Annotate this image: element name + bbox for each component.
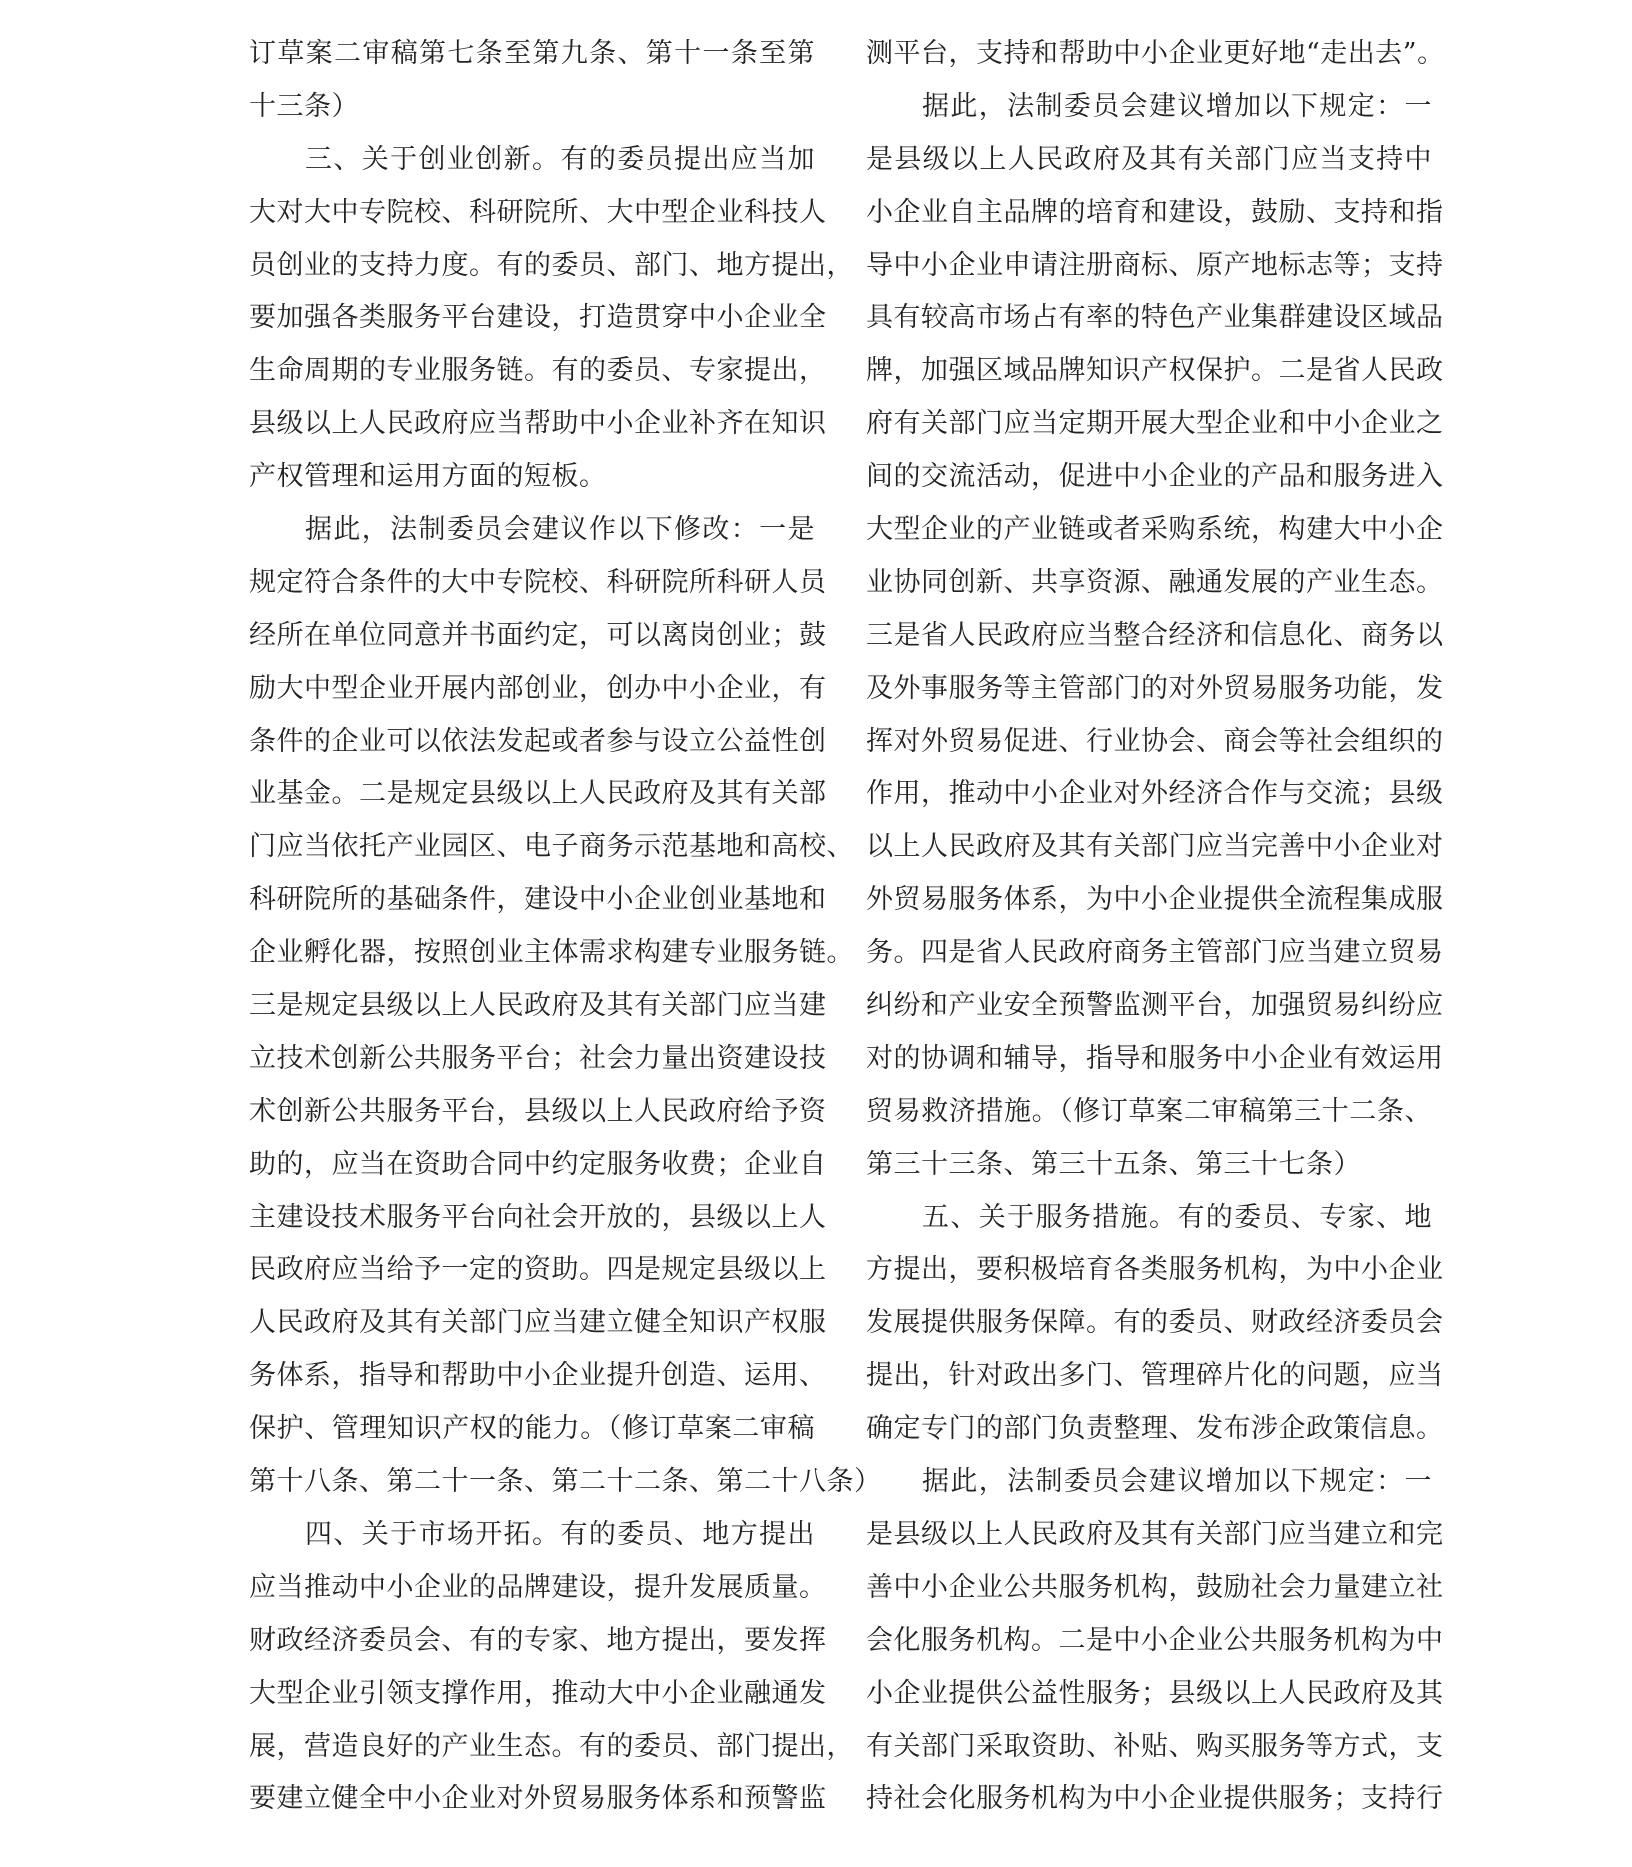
text-line: 是县级以上人民政府及其有关部门应当建立和完 — [866, 1518, 1444, 1550]
text-line: 人民政府及其有关部门应当建立健全知识产权服 — [249, 1307, 827, 1339]
text-line: 三是省人民政府应当整合经济和信息化、商务以 — [866, 619, 1444, 651]
text-line: 要建立健全中小企业对外贸易服务体系和预警监 — [249, 1783, 827, 1815]
text-line: 提出，针对政出多门、管理碎片化的问题，应当 — [866, 1360, 1444, 1392]
text-line: 订草案二审稿第七条至第九条、第十一条至第 — [249, 38, 815, 69]
text-line: 县级以上人民政府应当帮助中小企业补齐在知识 — [249, 408, 827, 440]
text-line: 励大中型企业开展内部创业，创办中小企业，有 — [249, 672, 827, 704]
text-line: 门应当依托产业园区、电子商务示范基地和高校、 — [249, 831, 854, 863]
text-line: 民政府应当给予一定的资助。四是规定县级以上 — [249, 1254, 827, 1286]
text-line: 大对大中专院校、科研院所、大中型企业科技人 — [249, 196, 827, 228]
text-line: 保护、管理知识产权的能力。（修订草案二审稿 — [249, 1413, 815, 1445]
text-line: 规定符合条件的大中专院校、科研院所科研人员 — [249, 566, 827, 598]
text-line: 大型企业引领支撑作用，推动大中小企业融通发 — [249, 1677, 827, 1709]
text-line: 经所在单位同意并书面约定，可以离岗创业；鼓 — [249, 619, 827, 651]
text-line: 挥对外贸易促进、行业协会、商会等社会组织的 — [866, 725, 1444, 757]
text-line: 府有关部门应当定期开展大型企业和中小企业之 — [866, 408, 1444, 440]
text-line: 财政经济委员会、有的专家、地方提出，要发挥 — [249, 1624, 827, 1656]
text-line: 外贸易服务体系，为中小企业提供全流程集成服 — [866, 884, 1444, 916]
text-line: 据此，法制委员会建议增加以下规定：一 — [922, 90, 1432, 122]
text-line: 术创新公共服务平台，县级以上人民政府给予资 — [249, 1095, 827, 1127]
text-line: 十三条） — [249, 90, 359, 122]
left-text-column — [249, 28, 882, 1826]
text-line: 小企业提供公益性服务；县级以上人民政府及其 — [866, 1677, 1444, 1709]
text-line: 大型企业的产业链或者采购系统，构建大中小企 — [866, 514, 1444, 546]
text-line: 有关部门采取资助、补贴、购买服务等方式，支 — [866, 1730, 1444, 1762]
text-line: 作用，推动中小企业对外经济合作与交流；县级 — [866, 778, 1444, 810]
text-line: 务。四是省人民政府商务主管部门应当建立贸易 — [866, 937, 1444, 969]
text-line: 测平台，支持和帮助中小企业更好地“走出去”。 — [866, 38, 1445, 69]
text-line: 对的协调和辅导，指导和服务中小企业有效运用 — [866, 1042, 1444, 1074]
text-line: 第三十三条、第三十五条、第三十七条） — [866, 1148, 1361, 1180]
text-line: 持社会化服务机构为中小企业提供服务；支持行 — [866, 1783, 1444, 1815]
right-text-column — [866, 28, 1445, 1826]
text-line: 以上人民政府及其有关部门应当完善中小企业对 — [866, 831, 1444, 863]
text-line: 条件的企业可以依法发起或者参与设立公益性创 — [249, 725, 827, 757]
text-line: 善中小企业公共服务机构，鼓励社会力量建立社 — [866, 1571, 1444, 1603]
text-line: 员创业的支持力度。有的委员、部门、地方提出， — [249, 249, 854, 281]
text-line: 四、关于市场开拓。有的委员、地方提出 — [305, 1518, 815, 1550]
text-line: 发展提供服务保障。有的委员、财政经济委员会 — [866, 1307, 1444, 1339]
text-line: 三、关于创业创新。有的委员提出应当加 — [305, 143, 815, 175]
text-line: 方提出，要积极培育各类服务机构，为中小企业 — [866, 1254, 1444, 1286]
text-line: 导中小企业申请注册商标、原产地标志等；支持 — [866, 249, 1444, 281]
text-line: 展，营造良好的产业生态。有的委员、部门提出， — [249, 1730, 854, 1762]
text-line: 产权管理和运用方面的短板。 — [249, 461, 607, 493]
text-line: 立技术创新公共服务平台；社会力量出资建设技 — [249, 1042, 827, 1074]
text-line: 第十八条、第二十一条、第二十二条、第二十八条） — [249, 1466, 882, 1498]
text-line: 牌，加强区域品牌知识产权保护。二是省人民政 — [866, 355, 1444, 387]
text-line: 确定专门的部门负责整理、发布涉企政策信息。 — [866, 1413, 1444, 1445]
text-line: 是县级以上人民政府及其有关部门应当支持中 — [866, 143, 1432, 175]
text-line: 助的，应当在资助合同中约定服务收费；企业自 — [249, 1148, 827, 1180]
text-line: 业基金。二是规定县级以上人民政府及其有关部 — [249, 778, 827, 810]
text-line: 业协同创新、共享资源、融通发展的产业生态。 — [866, 566, 1444, 598]
text-line: 生命周期的专业服务链。有的委员、专家提出， — [249, 355, 827, 387]
text-line: 三是规定县级以上人民政府及其有关部门应当建 — [249, 990, 827, 1022]
text-line: 及外事服务等主管部门的对外贸易服务功能，发 — [866, 672, 1444, 704]
text-line: 企业孵化器，按照创业主体需求构建专业服务链。 — [249, 937, 854, 969]
text-line: 具有较高市场占有率的特色产业集群建设区域品 — [866, 302, 1444, 334]
text-line: 纠纷和产业安全预警监测平台，加强贸易纠纷应 — [866, 990, 1444, 1022]
text-line: 要加强各类服务平台建设，打造贯穿中小企业全 — [249, 302, 827, 334]
text-line: 会化服务机构。二是中小企业公共服务机构为中 — [866, 1624, 1444, 1656]
text-line: 据此，法制委员会建议增加以下规定：一 — [922, 1466, 1432, 1498]
text-line: 五、关于服务措施。有的委员、专家、地 — [922, 1201, 1432, 1233]
text-line: 应当推动中小企业的品牌建设，提升发展质量。 — [249, 1571, 827, 1603]
text-line: 间的交流活动，促进中小企业的产品和服务进入 — [866, 461, 1444, 493]
text-line: 科研院所的基础条件，建设中小企业创业基地和 — [249, 884, 827, 916]
text-line: 据此，法制委员会建议作以下修改：一是 — [305, 514, 815, 546]
text-line: 贸易救济措施。（修订草案二审稿第三十二条、 — [866, 1095, 1432, 1127]
text-line: 主建设技术服务平台向社会开放的，县级以上人 — [249, 1201, 827, 1233]
text-line: 务体系，指导和帮助中小企业提升创造、运用、 — [249, 1360, 827, 1392]
text-line: 小企业自主品牌的培育和建设，鼓励、支持和指 — [866, 196, 1444, 228]
